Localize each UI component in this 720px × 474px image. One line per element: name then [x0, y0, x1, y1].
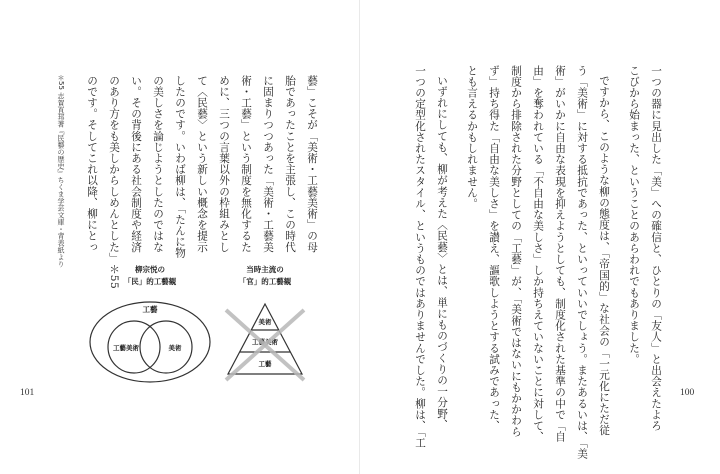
- left-body-col-5: めに、三つの言葉以外の枠組みとし: [218, 75, 230, 253]
- tier-bijutsu-label: 美術: [258, 318, 272, 326]
- left-body-col-8: の美しさを論じようとしたのではな: [152, 75, 164, 253]
- right-page: [360, 0, 720, 474]
- right-p2-col-6: ず」持ち得た「自由な美しさ」を讃え、謳歌しようとする試みであった、: [488, 65, 500, 432]
- right-p1-col-1: 一つの器に見出した「美」への確信と、ひとりの「友人」と出会えたよろ: [650, 65, 662, 432]
- tier-kogei-bijutsu-label: 工藝美術: [252, 338, 278, 346]
- left-body-col-9: い。その背後にある社会制度や経済: [130, 75, 142, 253]
- left-body-col-3: に固まりつつあった「美術・工藝美: [262, 75, 274, 253]
- diagram-right-caption-1: 当時主流の: [246, 265, 284, 274]
- right-p3-col-1: いずれにしても、柳が考えた〈民藝〉とは、単にものづくりの一分野、: [436, 75, 448, 431]
- page-number-left: 101: [20, 388, 35, 398]
- right-p2-col-5: 制度から排除された分野としての「工藝」が、「美術ではないにもかかわら: [510, 65, 522, 438]
- left-body-col-6: て〈民藝〉という新しい概念を提示: [196, 75, 208, 253]
- footnote: ＊55 志賀直邦著『民藝の歴史』ちくま学芸文庫・背表紙より: [57, 74, 65, 268]
- right-p2-col-1: ですから、このような柳の態度は、「帝国的」な社会の「一元化にただ従: [598, 75, 610, 436]
- diagram-right-caption-2: 「官」的工藝観: [238, 277, 292, 286]
- page-number-right: 100: [680, 388, 695, 398]
- diagram-min-kogei-view: [80, 262, 220, 392]
- left-body-col-7: したのです。いわば柳は、「たんに物: [174, 75, 186, 259]
- left-body-col-4: 術・工藝」という制度を無化するた: [240, 75, 252, 253]
- right-p2-col-7: とも言えるかもしれません。: [466, 65, 478, 210]
- right-p2-col-2: う「美術」に対する抵抗であった、といっていいでしょう。またあるいは、「美: [576, 65, 588, 460]
- diagram-left-caption-1: 柳宗悦の: [135, 265, 165, 274]
- left-body-col-11: のです。そしてこれ以降、柳にとっ: [86, 75, 98, 253]
- left-body-col-1: 藝」こそが「美術・工藝美術」の母: [306, 75, 318, 253]
- right-p1-col-2: こびから始まった、ということのあらわれでもありました。: [628, 65, 640, 365]
- left-body-col-2: 胎であったことを主張し、この時代: [284, 75, 296, 253]
- diagram-kan-kogei-view: [210, 262, 320, 392]
- left-body-col-10: のあり方をも美しからしめんとした」＊55: [108, 75, 120, 290]
- tier-kogei-label: 工藝: [258, 360, 272, 368]
- right-p2-col-4: 由」を奪われている「不自由な美しさ」しか持ちえていないことに対して、: [532, 65, 544, 443]
- bijutsu-circle: [140, 321, 192, 373]
- right-p2-col-3: 術」がいかに自由な表現を抑えようとしても、制度化された基準の中で「自: [554, 65, 566, 443]
- diagram-left-caption-2: 「民」的工藝観: [123, 277, 177, 286]
- bijutsu-label: 美術: [168, 344, 182, 352]
- right-p3-col-2: 一つの定型化されたスタイル、というものではありませんでした。柳は、「工: [414, 65, 426, 449]
- kogei-bijutsu-label: 工藝美術: [113, 344, 139, 352]
- outer-kogei-label: 工藝: [142, 305, 158, 314]
